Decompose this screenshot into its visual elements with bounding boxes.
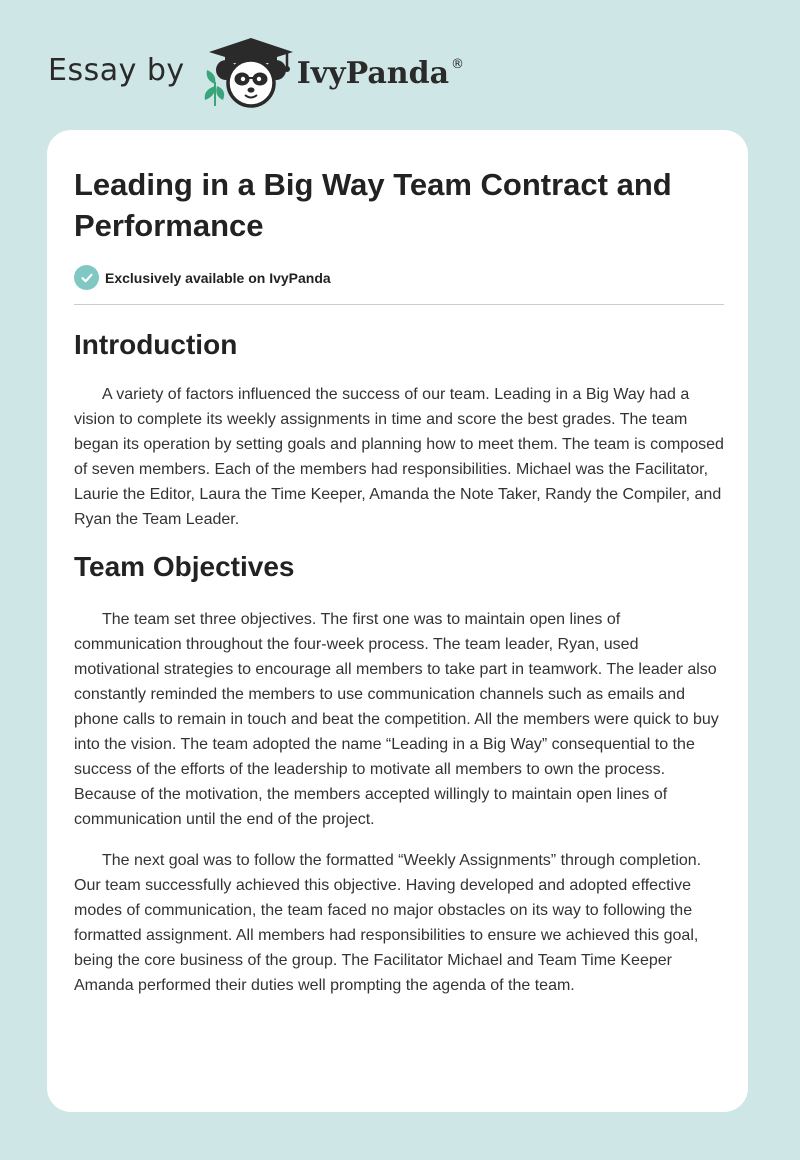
registered-mark: ®: [451, 56, 465, 72]
essay-content: [74, 164, 724, 998]
essay-by-label: Essay by: [48, 52, 185, 88]
ivypanda-logo-icon[interactable]: [199, 36, 295, 108]
site-header: [48, 36, 464, 108]
paragraph: A variety of factors influenced the success of our team. Leading in a Big Way had a vision to complete its weekly assignments in time and score the best grades. The team began its operation by setting goals and planning how to meet them. The team is composed of seven members. Each of the members had responsibilities. Michael was the Facilitator, Laurie the Editor, Laura the Time Keeper, Amanda the Note Taker, Randy the Compiler, and Ryan the Team Leader.: [74, 386, 724, 528]
exclusive-badge-text: Exclusively available on IvyPanda: [105, 269, 331, 286]
paragraph: The next goal was to follow the formatted “Weekly Assignments” through completion. Our team successfully achieved this objective. Having developed and adopted effective modes of communication, the team faced no major obstacles on its way to following the formatted assignment. All members had responsibilities to ensure we achieved this goal, being the core business of the group. The Facilitator Michael and Team Time Keeper Amanda performed their duties well prompting the agenda of the team.: [74, 852, 702, 994]
exclusive-badge: [74, 265, 724, 290]
essay-card: [47, 130, 748, 1112]
brand-name[interactable]: IvyPanda: [296, 55, 450, 91]
section-heading-team-objectives: Team Objectives: [74, 551, 295, 582]
page-title: Leading in a Big Way Team Contract and Performance: [74, 167, 672, 243]
divider: [74, 304, 724, 305]
section-heading-introduction: Introduction: [74, 329, 238, 360]
check-circle-icon: [74, 265, 99, 290]
paragraph: The team set three objectives. The first one was to maintain open lines of communication throughout the four-week process. The team leader, Ryan, used motivational strategies to encourage all members to take part in teamwork. The leader also constantly reminded the members to use communication channels such as emails and phone calls to remain in touch and beat the competition. All the members were quick to buy into the vision. The team adopted the name “Leading in a Big Way” consequential to the success of the efforts of the leadership to motivate all members to own the process. Because of the motivation, the members accepted willingly to maintain open lines of communication until the end of the project.: [74, 611, 719, 828]
